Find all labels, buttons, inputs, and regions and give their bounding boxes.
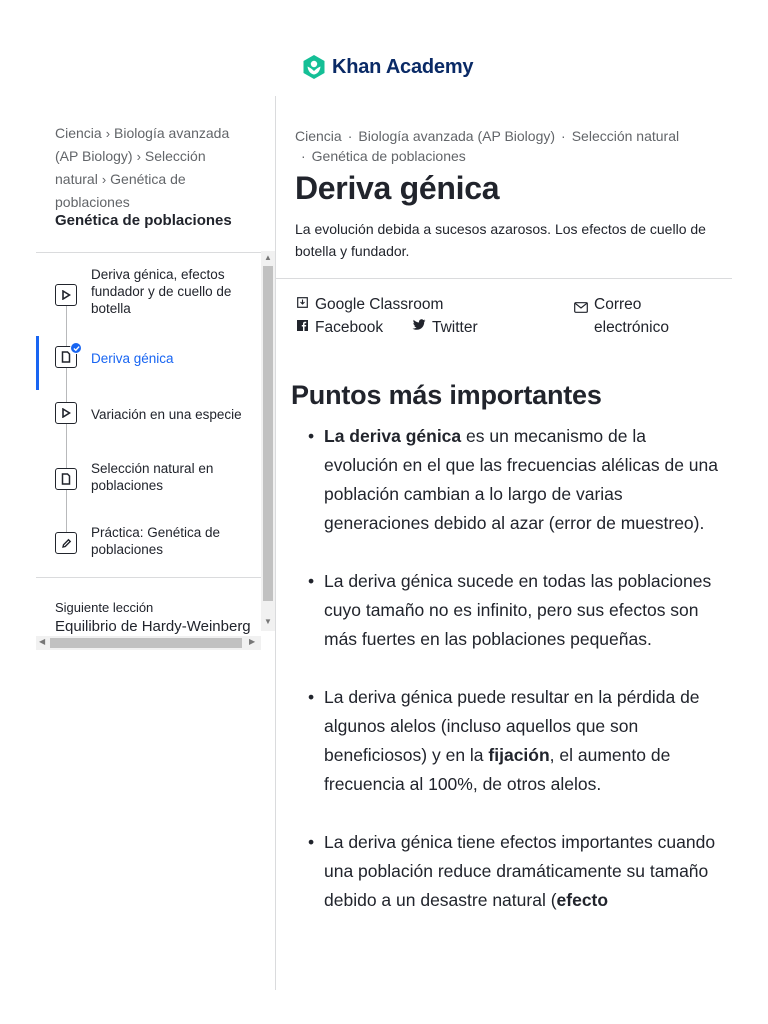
crumb-biologia[interactable]: Biología avanzada (AP Biology) <box>358 128 556 144</box>
sidebar-crumb-biologia[interactable]: Biología avanzada (AP Biology) <box>55 125 230 164</box>
list-item <box>308 828 718 915</box>
scroll-left-icon[interactable]: ◀ <box>39 637 46 646</box>
lesson-label: Variación en una especie <box>91 407 242 422</box>
dot-separator: · <box>301 148 306 164</box>
twitter-icon <box>412 316 426 339</box>
list-item-text: La deriva génica tiene efectos importantes cuando una población reduce dramáticamente su tamaño debido a un desastre natural ( <box>324 832 716 910</box>
sidebar-vertical-scrollbar[interactable] <box>261 251 275 631</box>
twitter-label: Twitter <box>432 319 478 336</box>
google-classroom-button[interactable] <box>295 293 443 316</box>
sidebar-breadcrumb <box>55 122 255 213</box>
lesson-label: Selección natural en poblaciones <box>91 461 214 493</box>
facebook-icon <box>295 316 309 339</box>
google-classroom-icon <box>295 293 309 316</box>
bold-term: fijación <box>488 745 550 765</box>
facebook-button[interactable] <box>295 316 383 339</box>
lesson-sidebar <box>36 96 276 1024</box>
crumb-ciencia[interactable]: Ciencia <box>295 128 342 144</box>
chevron-right-icon: › <box>101 172 107 187</box>
chevron-right-icon: › <box>105 126 111 141</box>
list-item-text: , el aumento de frecuencia al 100%, de otros alelos. <box>324 745 671 794</box>
bold-term: efecto <box>556 890 609 910</box>
active-lesson-indicator <box>36 336 39 390</box>
list-item <box>308 422 718 538</box>
lesson-label: Deriva génica <box>91 351 174 366</box>
scroll-right-icon[interactable]: ▶ <box>249 637 256 646</box>
lesson-label: Práctica: Genética de poblaciones <box>91 525 221 557</box>
scroll-down-icon[interactable]: ▼ <box>264 617 272 626</box>
email-icon <box>574 298 588 321</box>
email-button[interactable] <box>574 293 684 339</box>
khan-academy-logo[interactable] <box>302 54 473 80</box>
list-item-text: La deriva génica sucede en todas las poblaciones cuyo tamaño no es infinito, pero sus efectos son más fuertes en las poblaciones pequeñas. <box>324 571 712 649</box>
google-classroom-label: Google Classroom <box>315 296 444 313</box>
header-divider <box>276 278 732 279</box>
scroll-up-icon[interactable]: ▲ <box>264 253 272 262</box>
sidebar-horizontal-scrollbar[interactable] <box>36 636 261 650</box>
sidebar-divider <box>36 252 276 253</box>
completed-check-icon <box>70 342 82 354</box>
bold-term: La deriva génica <box>324 426 462 446</box>
khan-logo-icon <box>302 54 326 80</box>
twitter-button[interactable] <box>412 316 478 339</box>
unit-title: Genética de poblaciones <box>55 212 232 229</box>
list-item-text: La deriva génica puede resultar en la pérdida de algunos alelos (incluso aquellos que son beneficiosos) y en la <box>324 687 700 765</box>
dot-separator: · <box>561 128 566 144</box>
article-icon <box>55 468 77 490</box>
next-lesson-link[interactable]: Equilibrio de Hardy-Weinberg <box>55 618 251 635</box>
article-content <box>276 96 768 1024</box>
play-icon <box>55 402 77 424</box>
play-icon <box>55 284 77 306</box>
lesson-list <box>36 256 261 576</box>
pencil-icon <box>55 532 77 554</box>
article-breadcrumb <box>295 126 725 166</box>
list-item-text: es un mecanismo de la evolución en el que las frecuencias alélicas de una población cambian a lo largo de varias generaciones debido al azar (error de muestreo). <box>324 426 719 533</box>
dot-separator: · <box>347 128 353 144</box>
section-title: Puntos más importantes <box>291 380 602 410</box>
scrollbar-thumb[interactable] <box>263 266 273 601</box>
next-lesson-label: Siguiente lección <box>55 600 154 615</box>
article-title: Deriva génica <box>295 170 500 206</box>
chevron-right-icon: › <box>136 149 141 164</box>
sidebar-crumb-ciencia[interactable]: Ciencia <box>55 125 102 141</box>
list-item <box>308 683 718 799</box>
facebook-label: Facebook <box>315 319 384 336</box>
scrollbar-thumb[interactable] <box>50 638 242 648</box>
sidebar-crumb-seleccion[interactable]: Selección natural <box>55 148 206 187</box>
key-points-list <box>308 422 718 944</box>
lesson-label: Deriva génica, efectos fundador y de cuello de botella <box>91 267 232 316</box>
crumb-seleccion[interactable]: Selección natural <box>571 128 680 144</box>
list-item <box>308 567 718 654</box>
article-description: La evolución debida a sucesos azarosos. Los efectos de cuello de botella y fundador. <box>295 221 706 259</box>
email-label: Correo electrónico <box>594 296 669 336</box>
top-header <box>0 0 768 96</box>
crumb-genetica[interactable]: Genética de poblaciones <box>311 148 466 164</box>
sidebar-divider <box>36 577 276 578</box>
sidebar-crumb-genetica[interactable]: Genética de poblaciones <box>55 171 186 210</box>
logo-text: Khan Academy <box>332 55 474 78</box>
